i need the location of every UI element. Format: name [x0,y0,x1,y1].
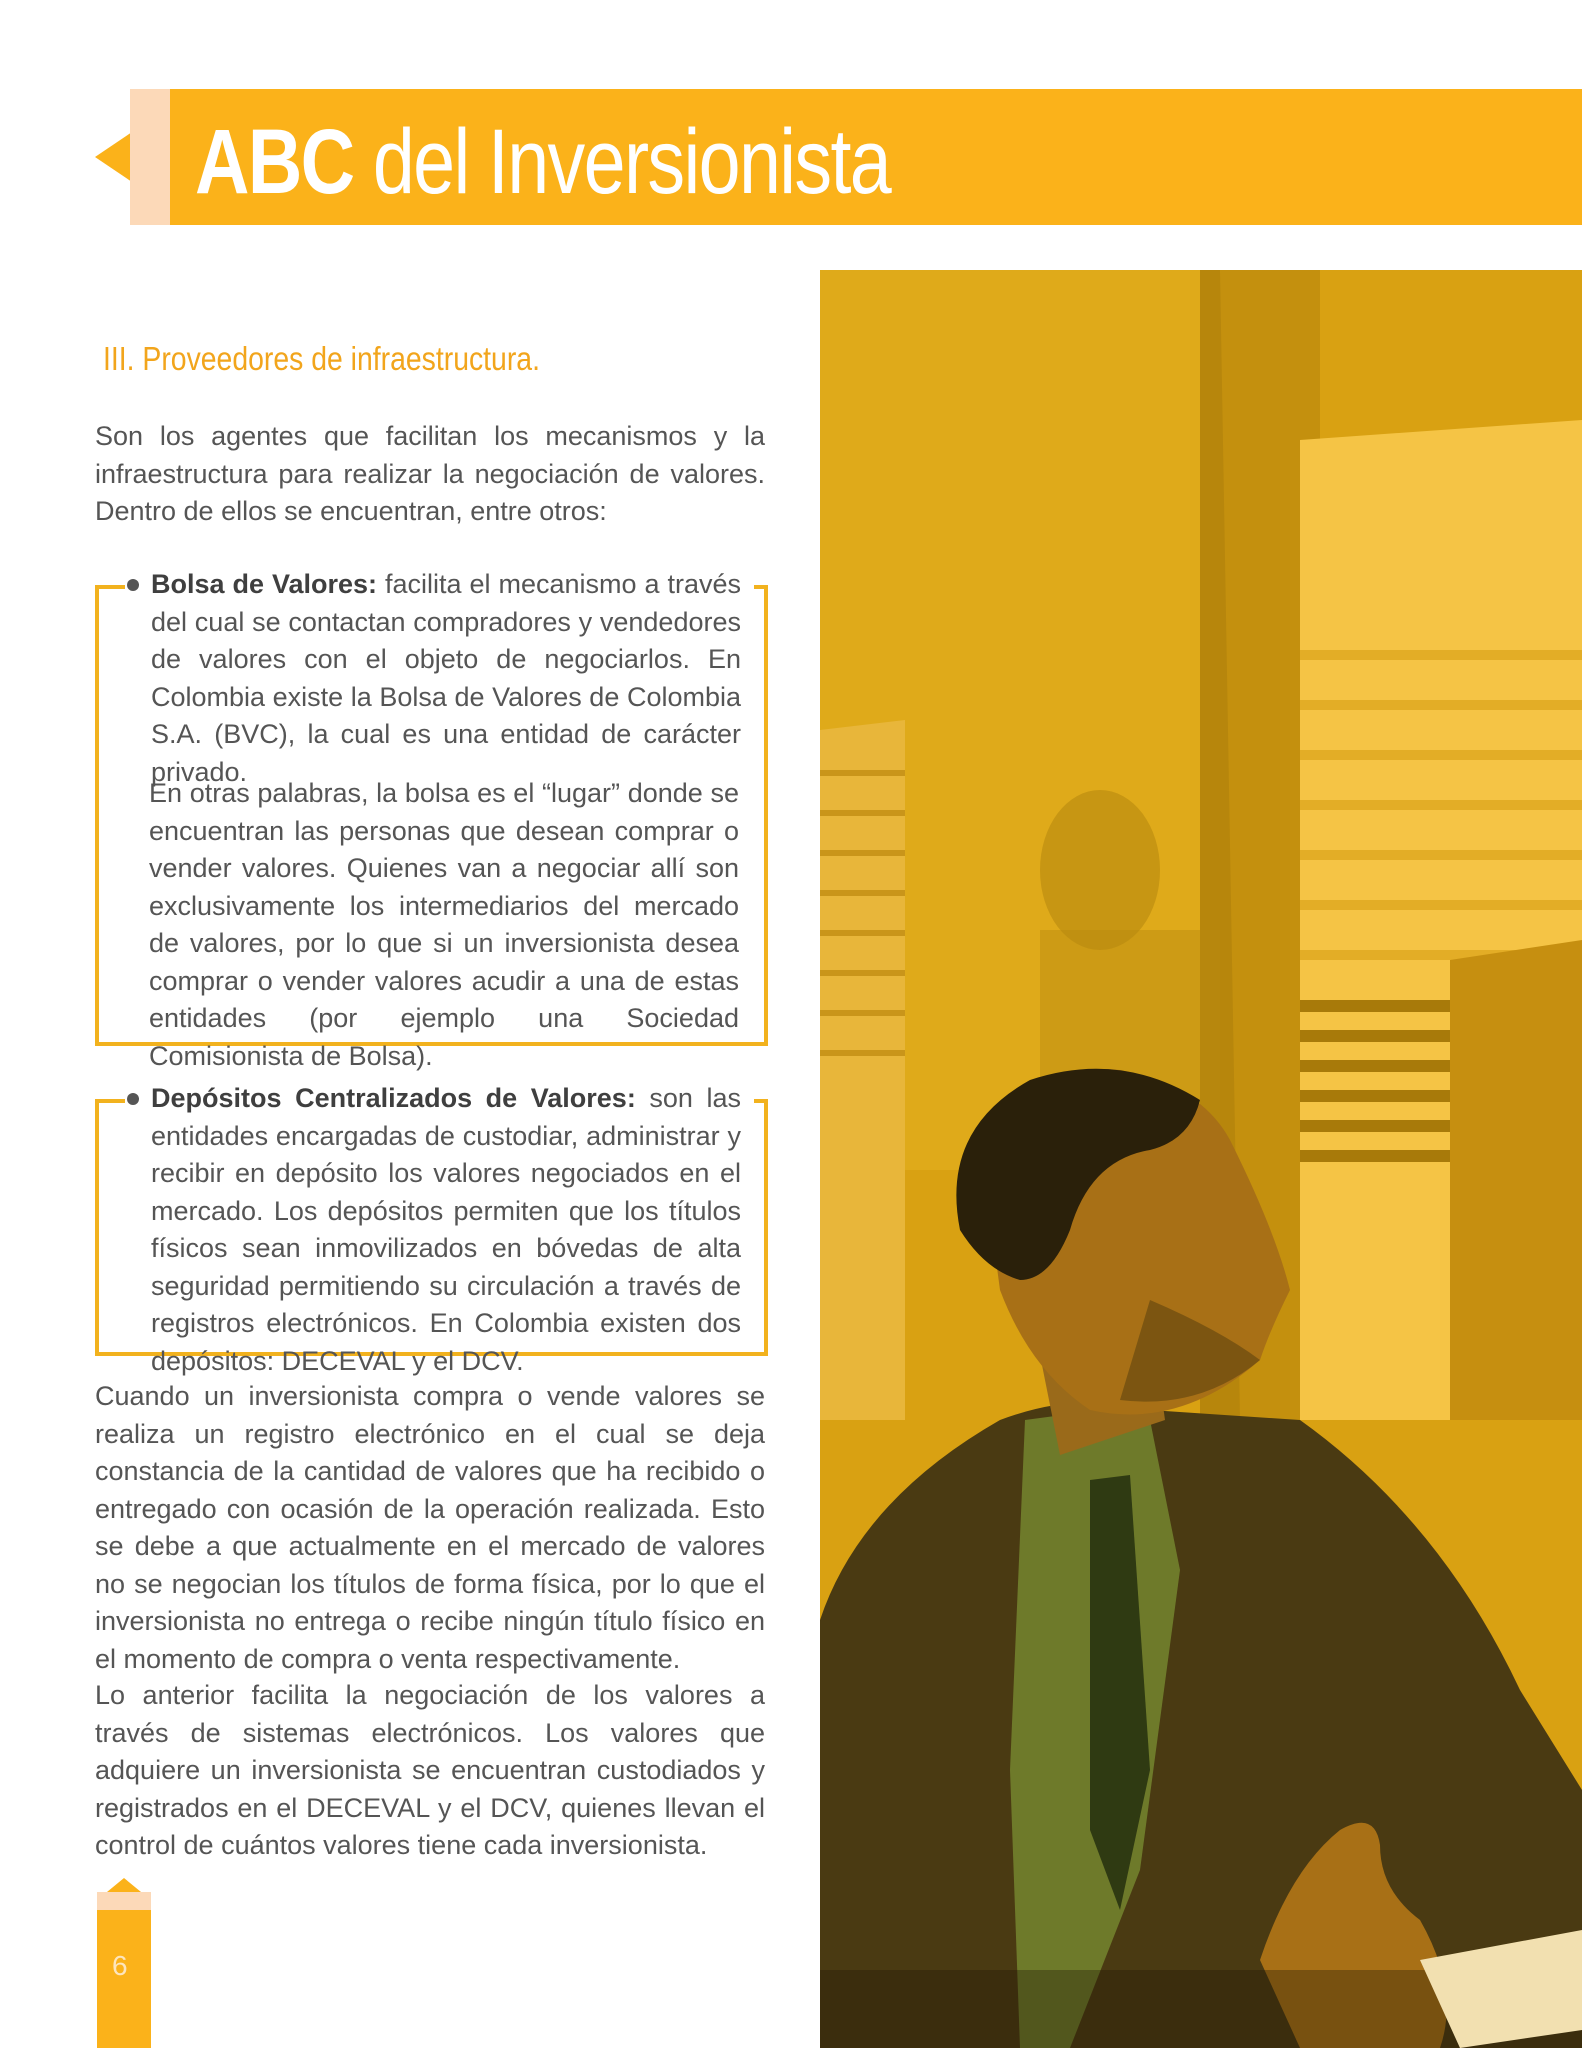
depositos-definition [151,1080,741,1380]
title-bold: ABC [195,111,354,213]
businessman-photo [820,270,1582,2048]
depositos-term: Depósitos Centralizados de Valores: [151,1083,636,1113]
page-tab-band [97,1892,151,1910]
depositos-box [95,1083,768,1376]
bolsa-box [95,569,768,1071]
paragraph-negociacion: Lo anterior facilita la negociación de los valores a través de sistemas electrónicos. Los valores que adquiere un inversionista se encuentran custodiados y registrados en el DECEVAL y el DCV, quienes llevan el control de cuántos valores tiene cada inversionista. [95,1680,765,1860]
bullet-icon [127,1093,139,1105]
box-border [754,585,768,589]
box-border [95,1099,125,1103]
bolsa-definition [151,566,741,791]
bolsa-definition-text: facilita el mecanismo a través del cual se contactan compradores y vendedores de valores con el objeto de negociarlos. En Colombia existe la Bolsa de Valores de Colombia S.A. (BVC), la cual es una entidad de carácter privado. [151,569,741,787]
page-tab-tip-icon [107,1878,141,1892]
bullet-icon [127,579,139,591]
box-border [754,1099,768,1103]
bolsa-term: Bolsa de Valores: [151,569,378,599]
banner-tip [130,89,170,225]
box-border [95,585,125,589]
bolsa-extra: En otras palabras, la bolsa es el “lugar” donde se encuentran las personas que desean comprar o vender valores. Quienes van a negociar allí son exclusivamente los intermediarios del mercado de valores, por lo que si un inversionista desea comprar o vender valores acudir a una de estas entidades (por ejemplo una Sociedad Comisionista de Bolsa). [149,778,739,1071]
depositos-definition-text: son las entidades encargadas de custodiar, administrar y recibir en depósito los valores negociados en el mercado. Los depósitos permiten que los títulos físicos sean inmovilizados en bóvedas de alta seguridad permitiendo su circulación a través de registros electrónicos. En Colombia existen dos depósitos: DECEVAL y el DCV. [151,1083,741,1376]
section-title: III. Proveedores de infraestructura. [103,340,540,377]
page-number: 6 [112,1950,128,1981]
banner-arrow-icon [95,130,135,184]
paragraph-registro: Cuando un inversionista compra o vende valores se realiza un registro electrónico en el cual se deja constancia de la cantidad de valores que ha recibido o entregado con ocasión de la operación realizada. Esto se debe a que actualmente en el mercado de valores no se negocian los títulos de forma física, por lo que el inversionista no entrega o recibe ningún título físico en el momento de compra o venta respectivamente. [95,1381,765,1674]
intro-paragraph: Son los agentes que facilitan los mecanismos y la infraestructura para realizar la negociación de valores. Dentro de ellos se encuentran, entre otros: [95,421,765,526]
page-title [195,112,890,212]
title-rest: del Inversionista [372,111,891,213]
